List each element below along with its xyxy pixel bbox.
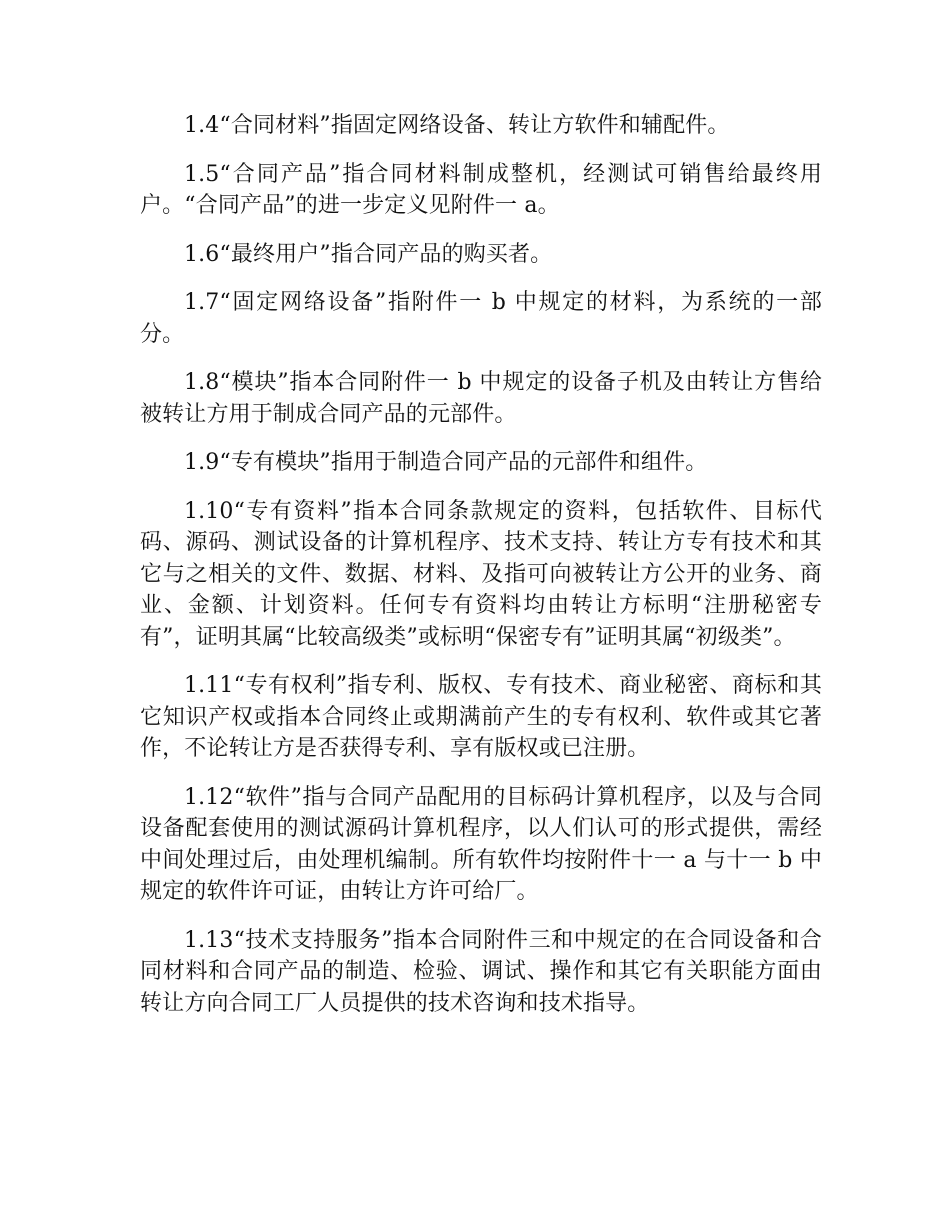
clause-1-9: 1.9“专有模块”指用于制造合同产品的元部件和组件。 [184, 450, 708, 475]
clause-1-5: 1.5“合同产品”指合同材料制成整机，经测试可销售给最终用户。“合同产品”的进一步定义见附件一 a。 [140, 161, 822, 218]
clause-1-10: 1.10“专有资料”指本合同条款规定的资料，包括软件、目标代码、源码、测试设备的计算机程序、技术支持、转让方专有技术和其它与之相关的文件、数据、材料、及指可向被转让方公开的业务、商业、金额、计划资料。任何专有资料均由转让方标明“注册秘密专有”，证明其属“比较高级类”或标明“保密专有”证明其属“初级类”。 [140, 498, 822, 650]
clause-1-12: 1.12“软件”指与合同产品配用的目标码计算机程序，以及与合同设备配套使用的测试源码计算机程序，以人们认可的形式提供，需经中间处理过后，由处理机编制。所有软件均按附件十一 a 与十一 b 中规定的软件许可证，由转让方许可给厂。 [140, 784, 822, 904]
document-page [140, 110, 822, 1019]
clause-1-13: 1.13“技术支持服务”指本合同附件三和中规定的在合同设备和合同材料和合同产品的制造、检验、调试、操作和其它有关职能方面由转让方向合同工厂人员提供的技术咨询和技术指导。 [140, 927, 822, 1016]
clause-1-11: 1.11“专有权利”指专利、版权、专有技术、商业秘密、商标和其它知识产权或指本合同终止或期满前产生的专有权利、软件或其它著作，不论转让方是否获得专利、享有版权或已注册。 [140, 673, 822, 761]
clause-1-4: 1.4“合同材料”指固定网络设备、转让方软件和辅配件。 [184, 113, 730, 138]
clause-1-6: 1.6“最终用户”指合同产品的购买者。 [184, 241, 553, 267]
clause-1-7: 1.7“固定网络设备”指附件一 b 中规定的材料，为系统的一部分。 [140, 290, 822, 347]
clause-1-8: 1.8“模块”指本合同附件一 b 中规定的设备子机及由转让方售给被转让方用于制成合同产品的元部件。 [140, 370, 822, 427]
